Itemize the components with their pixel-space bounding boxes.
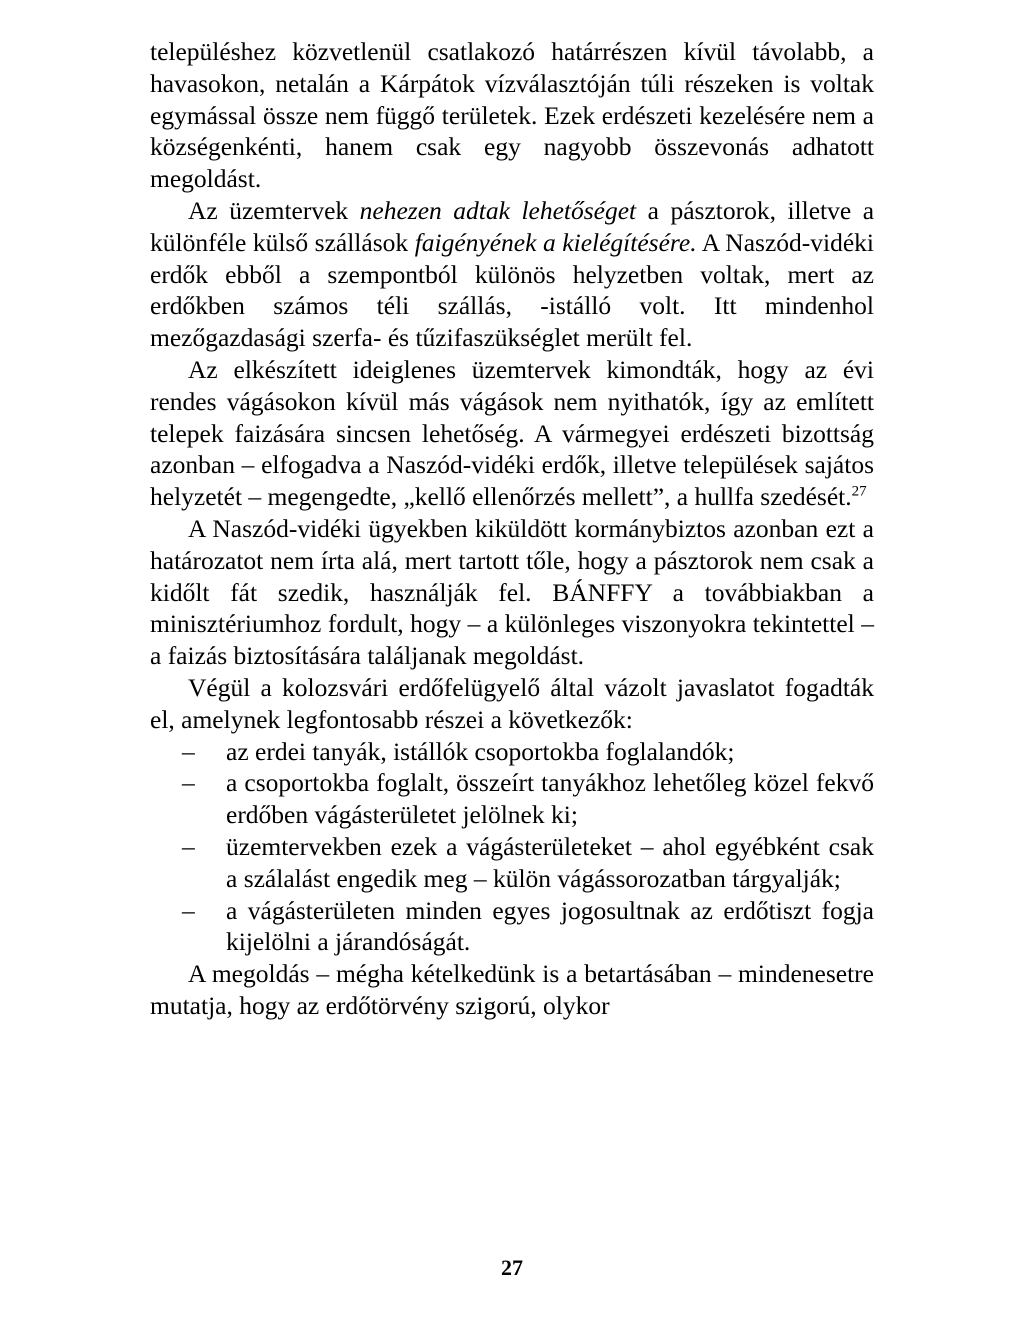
list-item (150, 767, 874, 831)
paragraph-2-text-c: A Naszód-vidéki erdők ebből a szempontból különös helyzetben voltak, mert az erdőkben számos téli szállás, -istálló volt. Itt mindenhol mezőgazdasági szerfa- és tűzifaszükséglet merült fel. (150, 227, 874, 353)
list-item-text: a vágásterületen minden egyes jogosultnak az erdőtiszt fogja kijelölni a járandóságát. (226, 895, 874, 957)
paragraph-2-italic-b: faigényének a kielégítésére. (414, 227, 697, 257)
dash-bullet: – (182, 831, 195, 861)
dash-bullet: – (182, 895, 195, 925)
paragraph-2-text-b: a pásztorok, illetve a különféle külső szállások (150, 195, 875, 257)
paragraph-3 (150, 354, 874, 513)
paragraph-3-text: Az elkészített ideiglenes üzemtervek kimondták, hogy az évi rendes vágásokon kívül más vágások nem nyithatók, így az említett telepek faizására sincsen lehetőség. A vármegyei erdészeti bizottság azonban – elfogadva a Naszód-vidéki erdők, illetve települések sajátos helyzetét – megengedte, „kellő ellenőrzés mellett”, a hullfa szedését. (150, 354, 874, 512)
proposal-list (150, 736, 874, 959)
paragraph-4: A Naszód-vidéki ügyekben kiküldött kormánybiztos azonban ezt a határozatot nem írta alá, mert tartott tőle, hogy a pásztorok nem csak a kidőlt fát szedik, használják fel. BÁNFFY a továbbiakban a minisztériumhoz fordult, hogy – a különleges viszonyokra tekintettel – a faizás biztosítására találjanak megoldást. (150, 513, 874, 671)
paragraph-6: A megoldás – mégha kételkedünk is a betartásában – mindenesetre mutatja, hogy az erdőtörvény szigorú, olykor (150, 959, 874, 1020)
list-item (150, 831, 874, 895)
footnote-reference: 27 (851, 483, 867, 500)
list-item (150, 895, 874, 959)
paragraph-2 (150, 195, 874, 354)
document-body (150, 36, 874, 1022)
dash-bullet: – (182, 736, 195, 766)
paragraph-1: településhez közvetlenül csatlakozó határrészen kívül távolabb, a havasokon, netalán a Kárpátok vízválasztóján túli részeken is voltak egymással össze nem függő területek. Ezek erdészeti kezelésére nem a községenkénti, hanem csak egy nagyobb összevonás adhatott megoldást. (150, 37, 874, 194)
list-item-text: üzemtervekben ezek a vágásterületeket – ahol egyébként csak a szálalást engedik meg – külön vágássorozatban tárgyalják; (226, 831, 874, 893)
page-number: 27 (501, 1255, 523, 1280)
list-item (150, 736, 874, 768)
paragraph-2-text-a: Az üzemtervek (188, 195, 360, 225)
dash-bullet: – (182, 768, 195, 798)
list-item-text: az erdei tanyák, istállók csoportokba foglalandók; (226, 736, 735, 766)
list-item-text: a csoportokba foglalt, összeírt tanyákhoz lehetőleg közel fekvő erdőben vágásterületet jelölnek ki; (226, 768, 874, 830)
paragraph-5: Végül a kolozsvári erdőfelügyelő által vázolt javaslatot fogadták el, amelynek legfontosabb részei a következők: (150, 672, 874, 734)
paragraph-2-italic-a: nehezen adtak lehetőséget (359, 195, 637, 225)
